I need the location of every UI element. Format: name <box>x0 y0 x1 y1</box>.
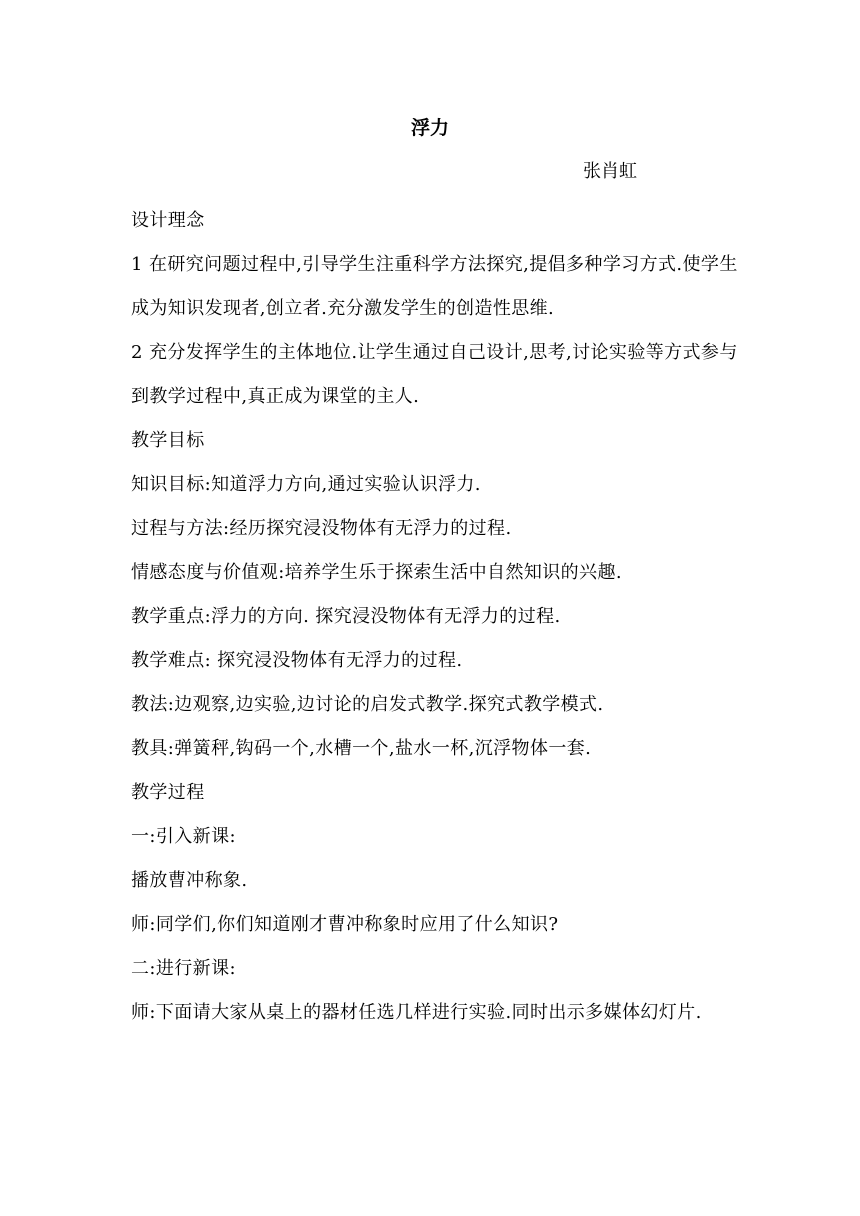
paragraph-teacher-question: 师:同学们,你们知道刚才曹冲称象时应用了什么知识? <box>131 914 559 935</box>
paragraph-teaching-tools: 教具:弹簧秤,钩码一个,水槽一个,盐水一杯,沉浮物体一套. <box>131 738 592 759</box>
paragraph-teaching-method: 教法:边观察,边实验,边讨论的启发式教学.探究式教学模式. <box>131 694 604 715</box>
paragraph-step-2-heading: 二:进行新课: <box>131 958 236 979</box>
paragraph-concept-1: 1 在研究问题过程中,引导学生注重科学方法探究,提倡多种学习方式.使学生成为知识发现者,创立者.充分激发学生的创造性思维. <box>131 254 738 319</box>
author-name: 张肖虹 <box>583 161 637 182</box>
paragraph-teacher-instruction: 师:下面请大家从桌上的器材任选几样进行实验.同时出示多媒体幻灯片. <box>131 1002 702 1023</box>
document-title: 浮力 <box>410 117 449 139</box>
section-heading-teaching-process: 教学过程 <box>131 782 205 803</box>
paragraph-concept-2: 2 充分发挥学生的主体地位.让学生通过自己设计,思考,讨论实验等方式参与到教学过程中,真正成为课堂的主人. <box>131 342 738 407</box>
paragraph-process-method: 过程与方法:经历探究浸没物体有无浮力的过程. <box>131 518 512 539</box>
section-heading-teaching-goals: 教学目标 <box>131 430 205 451</box>
document-body <box>131 199 741 1035</box>
paragraph-difficult-points: 教学难点: 探究浸没物体有无浮力的过程. <box>131 650 463 671</box>
paragraph-knowledge-goal: 知识目标:知道浮力方向,通过实验认识浮力. <box>131 474 481 495</box>
paragraph-attitude-values: 情感态度与价值观:培养学生乐于探索生活中自然知识的兴趣. <box>131 562 622 583</box>
paragraph-step-1-heading: 一:引入新课: <box>131 826 236 847</box>
paragraph-key-points: 教学重点:浮力的方向. 探究浸没物体有无浮力的过程. <box>131 606 561 627</box>
paragraph-play-video: 播放曹冲称象. <box>131 870 248 891</box>
section-heading-design-concept: 设计理念 <box>131 210 205 231</box>
